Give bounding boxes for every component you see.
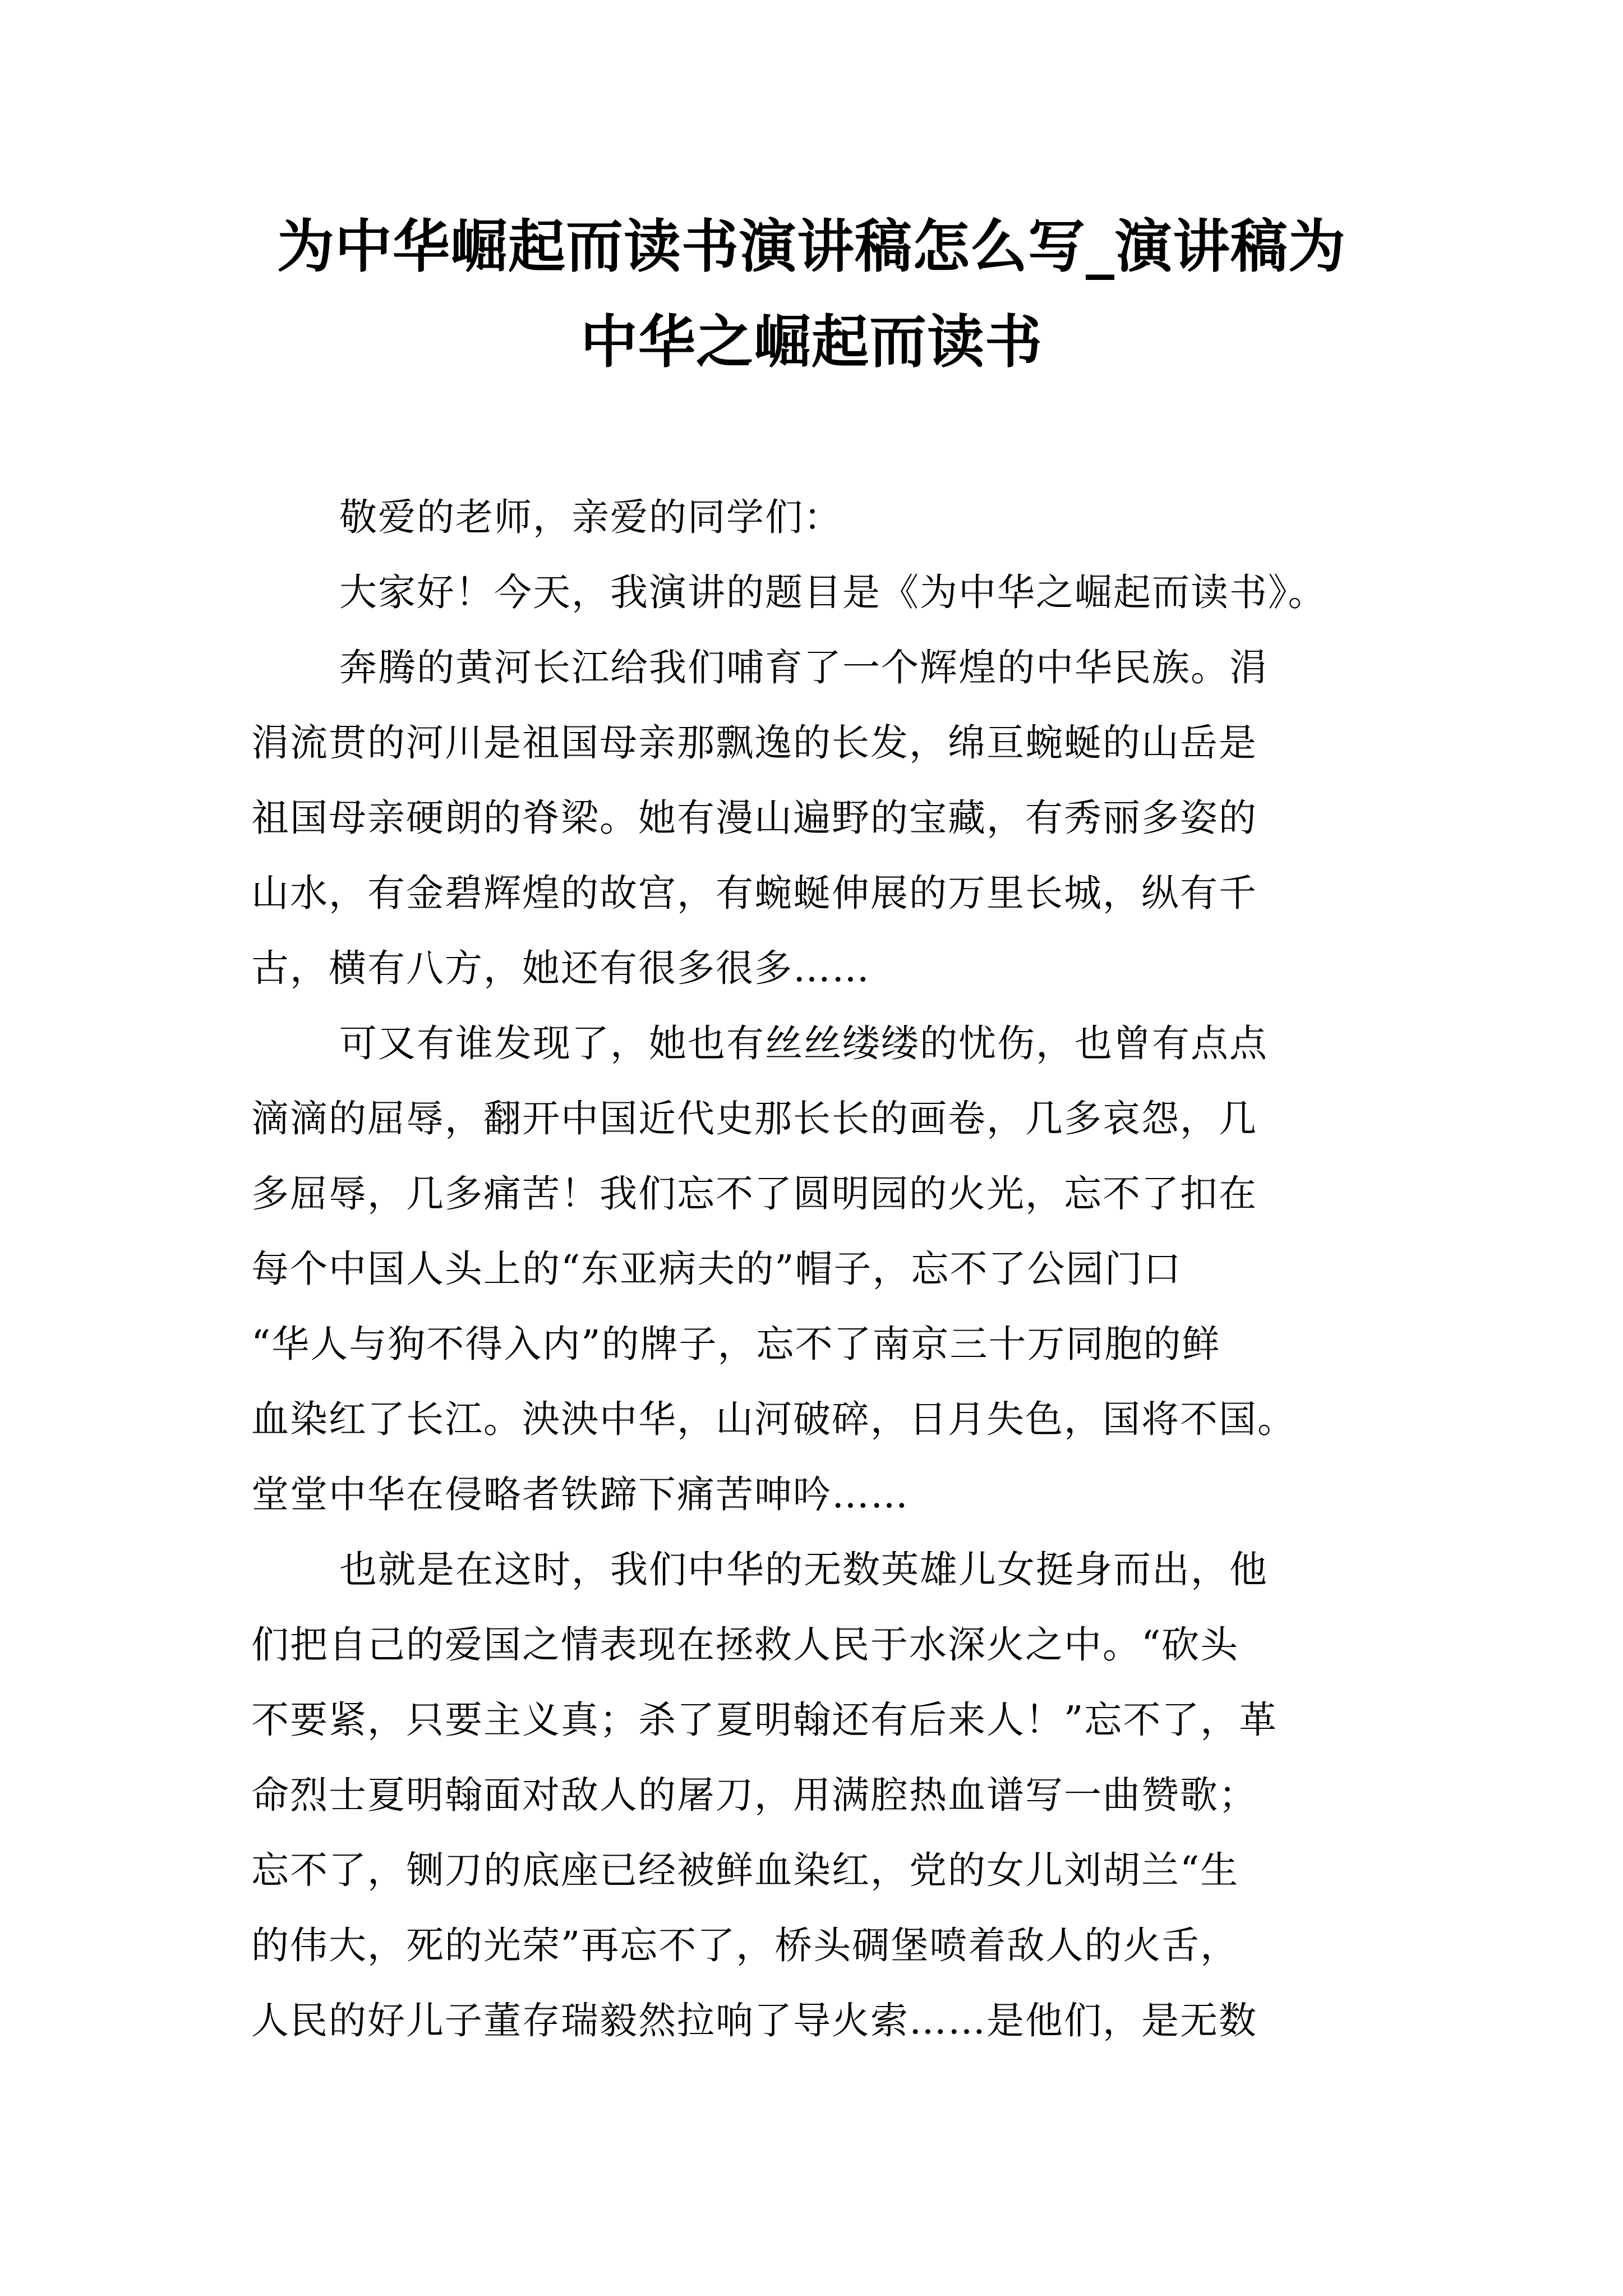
paragraph-line: “华人与狗不得入内”的牌子，忘不了南京三十万同胞的鲜 — [251, 1322, 1221, 1366]
document-body — [251, 480, 1378, 2058]
paragraph-line: 多屈辱，几多痛苦！我们忘不了圆明园的火光，忘不了扣在 — [251, 1172, 1257, 1216]
salutation-line: 敬爱的老师，亲爱的同学们： — [339, 495, 842, 539]
paragraph-line: 们把自己的爱国之情表现在拯救人民于水深火之中。“砍头 — [251, 1623, 1239, 1667]
paragraph-line: 涓流贯的河川是祖国母亲那飘逸的长发，绵亘蜿蜒的山岳是 — [251, 721, 1257, 765]
paragraph-line: 古，横有八方，她还有很多很多…… — [251, 946, 870, 990]
paragraph-line: 不要紧，只要主义真；杀了夏明翰还有后来人！”忘不了，革 — [251, 1698, 1278, 1742]
paragraph-line: 也就是在这时，我们中华的无数英雄儿女挺身而出，他 — [339, 1548, 1268, 1591]
paragraph-line: 命烈士夏明翰面对敌人的屠刀，用满腔热血谱写一曲赞歌； — [251, 1773, 1257, 1817]
paragraph-line: 堂堂中华在侵略者铁蹄下痛苦呻吟…… — [251, 1473, 909, 1516]
paragraph-line: 滴滴的屈辱，翻开中国近代史那长长的画卷，几多哀怨，几 — [251, 1097, 1257, 1140]
document-title — [168, 199, 1455, 390]
paragraph-line: 的伟大，死的光荣”再忘不了，桥头碉堡喷着敌人的火舌， — [251, 1924, 1239, 1967]
title-line-1: 为中华崛起而读书演讲稿怎么写_演讲稿为 — [277, 213, 1346, 280]
paragraph-line: 可又有谁发现了，她也有丝丝缕缕的忧伤，也曾有点点 — [339, 1022, 1268, 1065]
paragraph-line: 奔腾的黄河长江给我们哺育了一个辉煌的中华民族。涓 — [339, 646, 1268, 689]
paragraph-line: 人民的好儿子董存瑞毅然拉响了导火索……是他们，是无数 — [251, 1999, 1257, 2042]
paragraph-line: 每个中国人头上的“东亚病夫的”帽子，忘不了公园门口 — [251, 1247, 1182, 1291]
paragraph-line: 祖国母亲硬朗的脊梁。她有漫山遍野的宝藏，有秀丽多姿的 — [251, 796, 1257, 840]
paragraph-line: 山水，有金碧辉煌的故宫，有蜿蜒伸展的万里长城，纵有千 — [251, 871, 1257, 915]
paragraph-line: 忘不了，铡刀的底座已经被鲜血染红，党的女儿刘胡兰“生 — [251, 1848, 1239, 1892]
paragraph-line: 大家好！今天，我演讲的题目是《为中华之崛起而读书》。 — [339, 570, 1327, 614]
title-line-2: 中华之崛起而读书 — [580, 309, 1043, 376]
paragraph-line: 血染红了长江。泱泱中华，山河破碎，日月失色，国将不国。 — [251, 1397, 1296, 1441]
